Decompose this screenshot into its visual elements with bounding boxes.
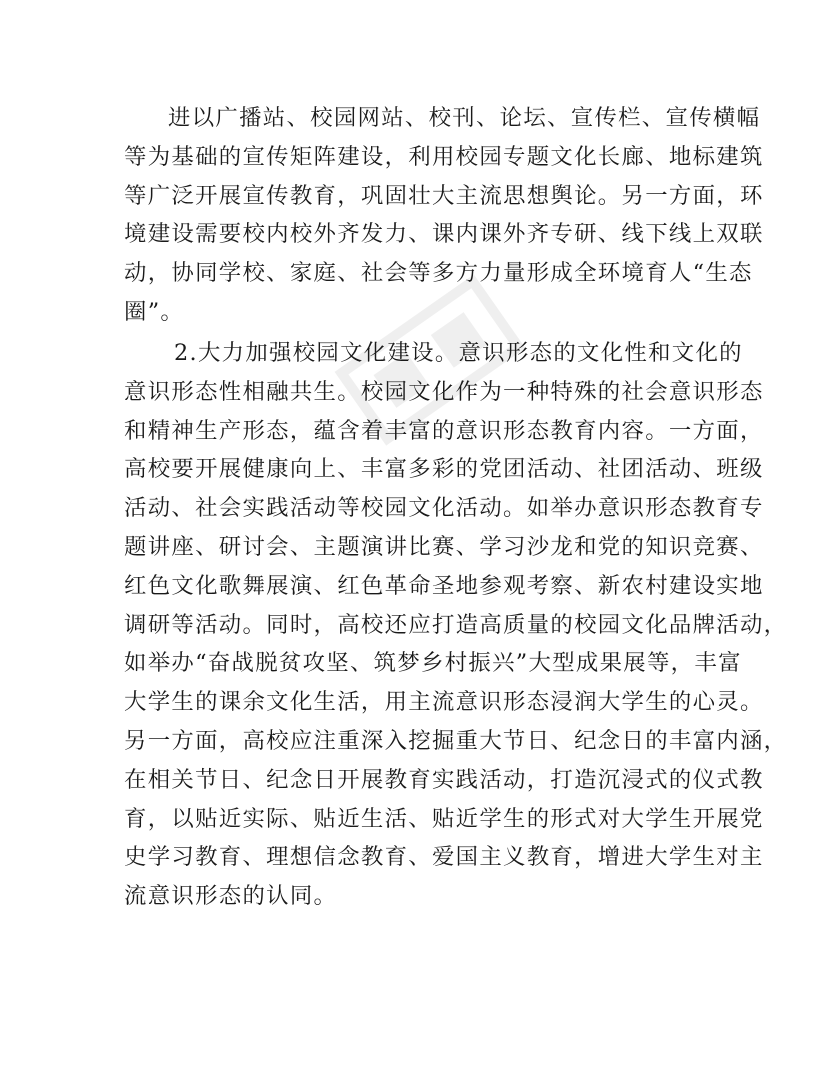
text-line: 另一方面，高校应注重深入挖掘重大节日、纪念日的丰富内涵， <box>124 727 788 754</box>
paragraph-2 <box>124 334 788 916</box>
text-line: 高校要开展健康向上、丰富多彩的党团活动、社团活动、班级 <box>124 456 764 483</box>
text-line: 意识形态性相融共生。校园文化作为一种特殊的社会意识形态 <box>124 378 764 405</box>
text-line: 活动、社会实践活动等校园文化活动。如举办意识形态教育专 <box>124 495 764 522</box>
text-line: 2.大力加强校园文化建设。意识形态的文化性和文化的 <box>174 340 743 366</box>
paragraph-1 <box>124 99 764 332</box>
text-line: 动，协同学校、家庭、社会等多方力量形成全环境育人“生态 <box>124 260 753 287</box>
text-line: 境建设需要校内校外齐发力、课内课外齐专研、线下线上双联 <box>124 221 764 248</box>
text-line: 流意识形态的认同。 <box>124 883 338 910</box>
text-line: 史学习教育、理想信念教育、爱国主义教育，增进大学生对主 <box>124 844 764 871</box>
text-line: 等广泛开展宣传教育，巩固壮大主流思想舆论。另一方面，环 <box>124 182 764 209</box>
text-line: 在相关节日、纪念日开展教育实践活动，打造沉浸式的仪式教 <box>124 766 764 793</box>
text-line: 如举办“奋战脱贫攻坚、筑梦乡村振兴”大型成果展等，丰富 <box>124 650 742 677</box>
text-line: 育，以贴近实际、贴近生活、贴近学生的形式对大学生开展党 <box>124 805 764 832</box>
text-line: 进以广播站、校园网站、校刊、论坛、宣传栏、宣传横幅 <box>168 105 761 131</box>
text-line: 红色文化歌舞展演、红色革命圣地参观考察、新农村建设实地 <box>124 572 764 599</box>
text-line: 调研等活动。同时，高校还应打造高质量的校园文化品牌活动， <box>124 611 788 638</box>
text-line: 题讲座、研讨会、主题演讲比赛、学习沙龙和党的知识竞赛、 <box>124 533 764 560</box>
text-line: 圈”。 <box>124 298 185 325</box>
paragraph-1-text <box>124 99 764 332</box>
text-line: 等为基础的宣传矩阵建设，利用校园专题文化长廊、地标建筑 <box>124 143 764 170</box>
paragraph-2-text <box>124 334 788 916</box>
text-line: 大学生的课余文化生活，用主流意识形态浸润大学生的心灵。 <box>124 689 764 716</box>
text-line: 和精神生产形态，蕴含着丰富的意识形态教育内容。一方面， <box>124 417 764 444</box>
